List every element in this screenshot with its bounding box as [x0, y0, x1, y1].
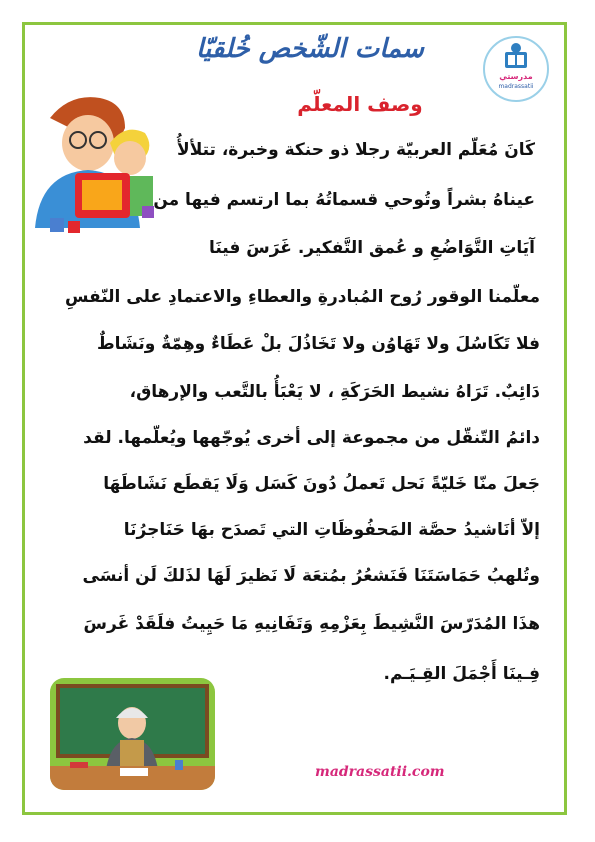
logo-subtext: madrassatii [498, 83, 534, 90]
paragraph-line-10: وتُلهبُ حَمَاسَتَنَا فَنَشعُرُ بمُتعَة لَا نَظيرَ لَهَا لذَلكَ لَن أنسَى [82, 566, 540, 586]
paragraph-line-9: إلاّ أنَاشيدُ حصَّة المَحفُوظَاتِ التي تَصدَح بهَا حَنَاجرُنَا [123, 520, 540, 540]
teacher-child-reading-illustration [30, 88, 165, 238]
logo-text: مدرستي [499, 72, 533, 81]
paragraph-line-7: دائمُ التّنقّل من مجموعة إلى أخرى يُوجّهها ويُعلّمها. لقد [83, 428, 540, 448]
paragraph-line-3: آيَاتِ التَّوَاضُعِ و عُمق التَّفكير. غَرَسَ فينَا [208, 238, 535, 258]
paragraph-line-5: فلا تَكَاسُلَ ولا تَهَاوُن ولا تَخَاذُلَ بلْ عَطَاءٌ وهِمّةٌ ونَشَاطٌ [96, 334, 540, 354]
paragraph-line-1: كَانَ مُعَلّم العربيّة رجلا ذو حنكة وخبرة، تتلألأُ [177, 140, 535, 160]
paragraph-line-4: معلّمنا الوقور رُوح المُبادرةِ والعطاءِ والاعتمادِ على النّفسِ [64, 287, 540, 307]
paragraph-line-2: عيناهُ بشراً وتُوحي قسماتُهُ بما ارتسم فيها من [153, 190, 535, 210]
paragraph-line-12: فِـينَا أَجْمَلَ القِـيَـم. [383, 664, 540, 684]
logo-book-icon [485, 38, 547, 100]
teacher-at-desk-illustration [50, 678, 215, 790]
website-url: madrassatii.com [315, 764, 445, 780]
madrassatii-logo [483, 36, 549, 102]
paragraph-line-6: دَائِبٌ. تَرَاهُ نشيط الحَرَكَةِ ، لا يَعْبَأُ بالتَّعب والإرهاق، [129, 382, 540, 402]
paragraph-line-11: هذَا المُدَرّسَ النَّشِيطَ بِعَزْمِهِ وَتَفَانِيهِ مَا حَيِيتُ فلَقَدْ غَرسَ [83, 614, 540, 634]
section-subtitle: وصف المعلّم [297, 92, 423, 116]
paragraph-line-8: جَعلَ منّا خَليّةً نَحل تَعملُ دُونَ كَسَل وَلَا يَقطَع نَشَاطَهَا [103, 474, 540, 494]
page-title: سمات الشّخص خُلقيّا [196, 34, 424, 64]
